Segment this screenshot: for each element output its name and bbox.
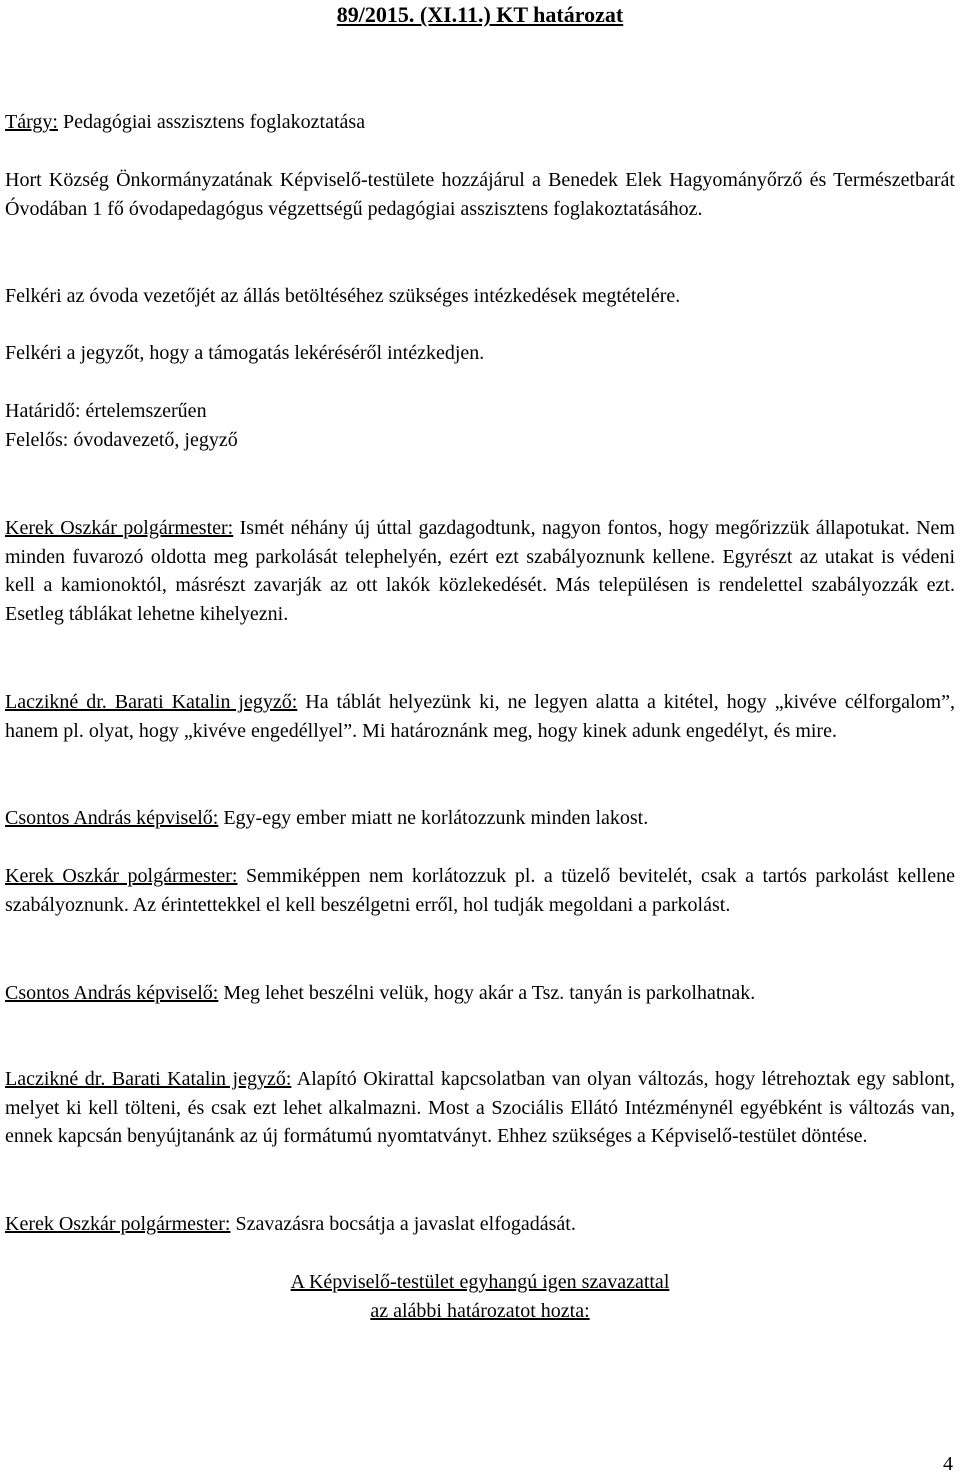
speech-text: Ismét néhány új úttal gazdagodtunk, nagyon fontos, hogy megőrizzük állapotukat. Nem minden fuvarozó oldotta meg parkolását telephelyén, ezért ezt szabályoznunk kellene. Egyrészt az utakat is védeni kell a kamionoktól, másrészt zavarják az ott lakók közlekedését. Más településen is rendelettel szabályozzák ezt. Esetleg táblákat lehetne kihelyezni. bbox=[5, 517, 955, 625]
speech-text: Semmiképpen nem korlátozzuk pl. a tüzelő bevitelét, csak a tartós parkolást kellene szabályoznunk. Az érintettekkel el kell beszélgetni erről, hol tudják megoldani a parkolást. bbox=[5, 865, 955, 916]
speaker-name: Laczikné dr. Barati Katalin jegyző: bbox=[5, 691, 298, 713]
speaker-name: Csontos András képviselő: bbox=[5, 807, 219, 829]
request-2-text: Felkéri a jegyzőt, hogy a támogatás lekéréséről intézkedjen. bbox=[5, 342, 485, 364]
vote-line-1: A Képviselő-testület egyhangú igen szavazattal bbox=[290, 1271, 670, 1293]
request-1-text: Felkéri az óvoda vezetőjét az állás betöltéséhez szükséges intézkedések megtételére. bbox=[5, 285, 681, 307]
speech-text: Szavazásra bocsátja a javaslat elfogadását. bbox=[230, 1213, 576, 1235]
speech-text: Egy-egy ember miatt ne korlátozzunk minden lakost. bbox=[218, 807, 649, 829]
document-page bbox=[5, 0, 955, 1484]
minutes-entry bbox=[5, 1065, 955, 1151]
speaker-name: Csontos András képviselő: bbox=[5, 982, 219, 1004]
minutes-entry bbox=[5, 804, 955, 833]
resolution-body-text: Hort Község Önkormányzatának Képviselő-testülete hozzájárul a Benedek Elek Hagyományőrző és Természetbarát Óvodában 1 fő óvodapedagógus végzettségű pedagógiai asszisztens foglakoztatásához. bbox=[5, 169, 955, 220]
speech-text: Meg lehet beszélni velük, hogy akár a Tsz. tanyán is parkolhatnak. bbox=[218, 982, 756, 1004]
minutes-entry bbox=[5, 1210, 955, 1239]
minutes-entry bbox=[5, 514, 955, 628]
page-number: 4 bbox=[943, 1453, 953, 1475]
minutes-entry bbox=[5, 688, 955, 745]
resolution-deadline bbox=[5, 397, 955, 454]
speaker-name: Kerek Oszkár polgármester: bbox=[5, 865, 238, 887]
speech-text: Alapító Okirattal kapcsolatban van olyan változás, hogy létrehoztak egy sablont, melyet ki kell tölteni, és csak ezt lehet alkalmazni. Most a Szociális Ellátó Intézménynél egyébként is változás van, ennek kapcsán benyújtanánk az új formátumú nyomtatványt. Ehhez szükséges a Képviselő-testület döntése. bbox=[5, 1068, 955, 1148]
subject-label: Tárgy: bbox=[5, 111, 58, 133]
vote-line-2: az alábbi határozatot hozta: bbox=[370, 1299, 590, 1322]
resolution-title: 89/2015. (XI.11.) KT határozat bbox=[336, 2, 624, 27]
responsible-text: Felelős: óvodavezető, jegyző bbox=[5, 428, 238, 451]
subject-text: Pedagógiai asszisztens foglakoztatása bbox=[57, 111, 366, 133]
deadline-text: Határidő: értelemszerűen bbox=[5, 400, 207, 422]
resolution-request-1 bbox=[5, 282, 955, 311]
speaker-name: Laczikné dr. Barati Katalin jegyző: bbox=[5, 1068, 292, 1090]
speaker-name: Kerek Oszkár polgármester: bbox=[5, 517, 234, 539]
vote-statement bbox=[5, 1268, 955, 1325]
minutes-entry bbox=[5, 979, 955, 1008]
speech-text: Ha táblát helyezünk ki, ne legyen alatta a kitétel, hogy „kivéve célforgalom”, hanem pl. olyat, hogy „kivéve engedéllyel”. Mi határoznánk meg, hogy kinek adunk engedélyt, és mire. bbox=[5, 691, 955, 742]
speaker-name: Kerek Oszkár polgármester: bbox=[5, 1213, 231, 1235]
minutes-entry bbox=[5, 862, 955, 919]
subject-line bbox=[5, 108, 955, 137]
resolution-body bbox=[5, 166, 955, 223]
resolution-request-2 bbox=[5, 339, 955, 368]
